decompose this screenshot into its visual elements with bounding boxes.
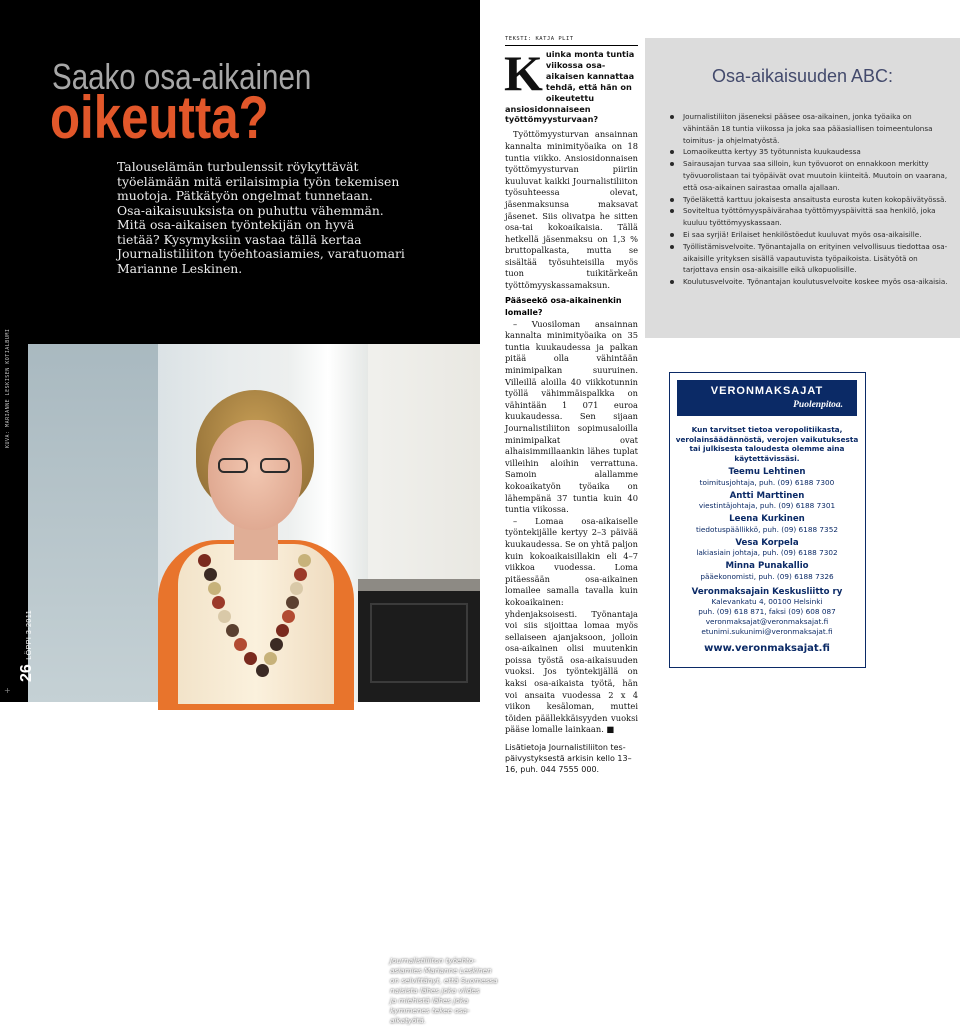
caption-line: Journalistiliiton työehto-: [390, 956, 476, 965]
org-address: Kalevankatu 4, 00100 Helsinki: [711, 597, 823, 607]
abc-item: Työllistämisvelvoite. Työnantajalla on erityinen velvollisuus tiedottaa osa-aikaisille yrityksen sisällä vapautuvista työpaikoista. Lisätyötä on tarjottava ensin osa-aikaisille eikä ulkopuolisille.: [667, 241, 949, 276]
contact-info: lakiasiain johtaja, puh. (09) 6188 7302: [696, 548, 838, 558]
ad-lead: Kun tarvitset tietoa veropolitiikasta, verolainsäädännöstä, verojen vaikutuksesta tai julkisesta taloudesta olemme aina käytettävissäsi.: [675, 425, 859, 463]
dropcap: K: [504, 45, 543, 101]
contact-info: viestintäjohtaja, puh. (09) 6188 7301: [698, 501, 836, 511]
ad-contact: [674, 561, 860, 582]
article-title-line1: Saako osa-aikainen: [52, 56, 312, 97]
body-paragraph: Työttömyysturvan ansainnan kannalta minimityöaika on 18 tuntia viikko. Ansiosidonnaisen työttömyysturvan piiriin kuuluvat kaikki Journalistiliiton työsuhteessa olevat, jäsenmaksunsa maksavat jäsenet. Siis olivatpa he sitten osa-tai kokoaikaisia. Tällä hetkellä jäsenmaksu on 1,3 % bruttopalkasta, mutta se sisältää työsuhteisilla myös tuon tuikitärkeän työttömyyskassamaksun.: [505, 129, 638, 291]
org-phone: puh. (09) 618 871, faksi (09) 608 087: [698, 607, 836, 617]
ad-brand: VERONMAKSAJAT: [710, 385, 824, 397]
photo-credit: [4, 328, 14, 450]
lead-line: Talouselämän turbulenssit röykyttävät: [117, 159, 359, 174]
lead-line: tietää? Kysymyksiin vastaa tällä kertaa: [117, 231, 362, 247]
abc-title: Osa-aikaisuuden ABC:: [711, 66, 894, 86]
ad-contact: [674, 538, 860, 559]
photo-caption: [390, 956, 502, 1026]
contact-name: Antti Marttinen: [729, 490, 805, 501]
abc-item: Koulutusvelvoite. Työnantajan koulutusvelvoite koskee myös osa-aikaisia.: [667, 276, 949, 288]
caption-line: naisista lähes joka viides: [390, 986, 480, 995]
org-email-format: etunimi.sukunimi@veronmaksajat.fi: [701, 627, 833, 637]
lead-line: työelämään mitä erilaisimpia työn tekemisen: [117, 173, 400, 189]
lead-line: Osa-aikaisuuksista on puhuttu vähemmän.: [117, 202, 384, 218]
contact-info: tiedotuspäällikkö, puh. (09) 6188 7352: [696, 524, 838, 534]
photo-cabinet: [358, 579, 480, 702]
org-name: Veronmaksajain Keskusliitto ry: [691, 586, 843, 597]
intro-question: uinka monta tuntia viikossa osa-aikaisen kannattaa tehdä, että hän on oikeutettu ansiosidonnaiseen työttömyysturvaan?: [505, 49, 635, 125]
abc-box: [645, 38, 960, 338]
info-footer: Lisätietoja Journalistiliiton tes-päivystyksestä arkisin kello 13–16, puh. 044 7555 000.: [505, 743, 632, 775]
magazine-issue: LÖPPI 3-2011: [26, 609, 33, 660]
glasses-icon: [218, 458, 292, 474]
ad-contact: [674, 467, 860, 488]
ad-tagline: Puolenpitoa.: [793, 400, 843, 410]
caption-line: on selvittänyt, että Suomessa: [390, 976, 498, 985]
ad-contact: [674, 491, 860, 512]
abc-item: Journalistiliiton jäseneksi pääsee osa-aikainen, jonka työaika on vähintään 18 tuntia viikossa ja joka saa pääasiallisen toimeentulonsa toimitus- ja ohjelmatyöstä.: [667, 111, 949, 146]
crop-mark-icon: +: [4, 686, 11, 695]
article-body-2: [505, 319, 638, 736]
contact-name: Minna Punakallio: [725, 561, 809, 572]
abc-item: Ei saa syrjiä! Erilaiset henkilöstöedut kuuluvat myös osa-aikaisille.: [667, 229, 949, 241]
abc-list: [667, 111, 949, 288]
contact-info: toimitusjohtaja, puh. (09) 6188 7300: [699, 477, 835, 487]
portrait-photo: [28, 344, 498, 1025]
article-subhead: Pääseekö osa-aikainenkin lomalle?: [505, 295, 622, 317]
article-column: [505, 36, 638, 776]
abc-item: Soviteltua työttömyyspäivärahaa työttömyyspäivittä saa henkilö, joka kuuluu työttömyyskassaan.: [667, 205, 949, 229]
article-intro: [504, 45, 638, 125]
article-lead: [117, 160, 417, 276]
caption-line: asiamies Marianne Leskinen: [390, 966, 492, 975]
photo-face: [208, 420, 302, 530]
lead-line: Mitä osa-aikaisen työntekijän on hyvä: [117, 217, 355, 232]
article-title-line2: oikeutta?: [50, 84, 269, 151]
photo-wall: [28, 344, 158, 702]
necklace-icon: [198, 544, 314, 694]
ad-logo: [677, 380, 857, 416]
lead-line: Marianne Leskinen.: [117, 260, 243, 276]
contact-name: Leena Kurkinen: [729, 514, 805, 525]
contact-name: Vesa Korpela: [735, 537, 799, 548]
page-footer: [10, 600, 38, 680]
ad-body: [674, 425, 860, 637]
lead-line: Journalistiliiton työehtoasiamies, varatuomari: [117, 246, 405, 261]
body-paragraph: – Vuosiloman ansainnan kannalta minimityöaika on 35 tuntia kuukaudessa ja palkan pitää olla vähintään minimipalkan suuruinen. Villeillä aloilla 40 viikkotunnin työllä vähimmäispalkka on vähintään 1 071 euroa kuukaudessa. Sen sijaan Journalistiliiton sopimusaloilla minimipalkat ovat alhaisimmillaankin lähes tuplat villeihin aloihin verrattuna. Samoin alallamme kokoaikatyön työaika on lähempänä 37 tuntia kuin 40 tuntia viikossa.: [505, 318, 638, 515]
contact-name: Teemu Lehtinen: [728, 467, 806, 478]
advertisement: [669, 372, 866, 668]
lead-line: muotoja. Pätkätyön ongelmat tunnetaan.: [117, 188, 373, 203]
ad-contact: [674, 514, 860, 535]
contact-info: pääekonomisti, puh. (09) 6188 7326: [700, 571, 834, 581]
page-number: 26: [18, 664, 35, 682]
caption-line: kymmenes tekee osa-aikatyötä.: [390, 1006, 470, 1025]
text-credit: TEKSTI: KATJA PLIT: [505, 36, 638, 46]
article-body-1: [505, 129, 638, 291]
abc-item: Lomaoikeutta kertyy 35 työtunnista kuukaudessa: [667, 146, 949, 158]
caption-line: ja miehistä lähes joka: [390, 996, 469, 1005]
org-email: veronmaksajat@veronmaksajat.fi: [705, 617, 829, 627]
abc-item: Työeläkettä karttuu jokaisesta ansaitusta eurosta kuten kokopäivätyössä.: [667, 194, 949, 206]
body-paragraph: – Lomaa osa-aikaiselle työntekijälle kertyy 2–3 päivää kuukaudessa. Se on yhtä paljon kuin kokoaikaisillakin eli 4–7 viikkoa vuodessa. Loma pitäessään osa-aikainen lomailee samalla tavalla kuin kokoaikainen: yhdenjaksoisesti. Työnantaja voi siis sijoittaa lomaa myös sellaiseen ajanjaksoon, jolloin osa-aikainen olisi muutenkin poissa työstä osa-aikaisuuden vuoksi. Jos työntekijällä on kaksi osa-aikaista työtä, hän voi ansaita vuodessa 2 x 4 viikon kesäloman, muttei töiden päällekkäisyyden vuoksi pääse lomalle lainkaan. ■: [505, 515, 638, 735]
photo-credit-text: KUVA: MARIANNE LESKISEN KOTIALBUMI: [5, 328, 11, 448]
ad-url-link[interactable]: www.veronmaksajat.fi: [704, 643, 830, 654]
abc-item: Sairausajan turvaa saa silloin, kun työvuorot on ennakkoon merkitty työvuorolistaan tai työpäivät ovat muutoin kiinteitä. Muutoin on vaarana, että osa-aikainen sairastaa omalla ajallaan.: [667, 158, 949, 193]
